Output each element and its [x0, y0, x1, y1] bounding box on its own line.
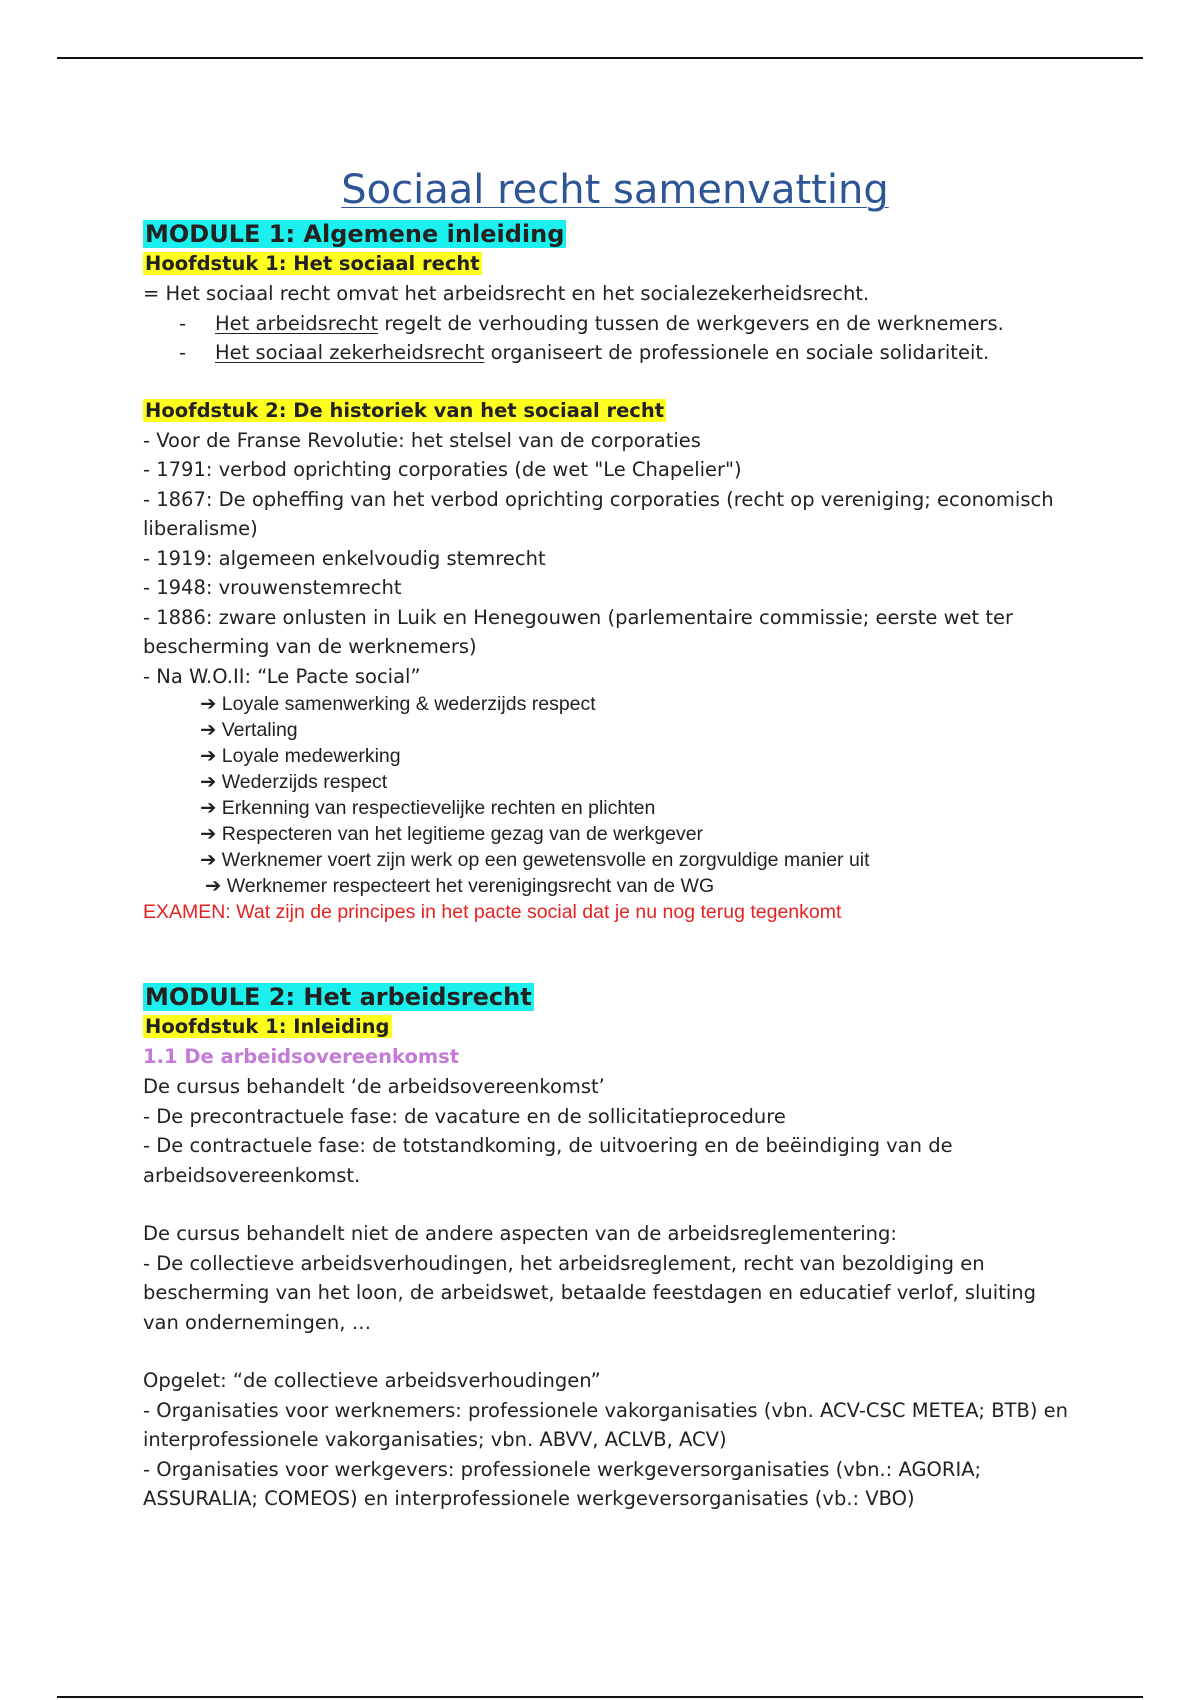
module-1-chapter-2-heading [143, 396, 1073, 426]
module-2-chapter-1-heading-text: Hoofdstuk 1: Inleiding [145, 1015, 390, 1038]
module-1-chapter-1-heading-text: Hoofdstuk 1: Het sociaal recht [145, 252, 480, 275]
principle-item: ➔ Werknemer respecteert het verenigingsrecht van de WG [205, 875, 715, 897]
paragraph-line: De cursus behandelt niet de andere aspecten van de arbeidsreglementering: [143, 1222, 897, 1245]
module-2-chapter-1-heading [143, 1012, 1073, 1042]
top-rule [57, 57, 1143, 59]
bullet-item: - Het sociaal zekerheidsrecht organiseert de professionele en sociale solidariteit. [179, 340, 990, 364]
paragraph-line: - De contractuele fase: de totstandkoming, de uitvoering en de beëindiging van de arbeidsovereenkomst. [143, 1134, 953, 1187]
bullet-term: Het arbeidsrecht [215, 311, 379, 335]
exam-question: EXAMEN: Wat zijn de principes in het pacte social dat je nu nog terug tegenkomt [143, 901, 842, 923]
bullet-term: Het sociaal zekerheidsrecht [215, 340, 485, 364]
principle-item: ➔ Respecteren van het legitieme gezag van de werkgever [200, 823, 704, 845]
bullet-text: organiseert de professionele en sociale solidariteit. [484, 340, 990, 364]
paragraph-line: - De collectieve arbeidsverhoudingen, het arbeidsreglement, recht van bezoldiging en bescherming van het loon, de arbeidswet, betaalde feestdagen en educatief verlof, sluiting van ondernemingen, … [143, 1251, 1037, 1334]
principle-item: ➔ Werknemer voert zijn werk op een gewetensvolle en zorgvuldige manier uit [200, 849, 870, 871]
document-title: Sociaal recht samenvatting [341, 167, 889, 213]
bottom-rule [57, 1696, 1143, 1698]
bullet-item: - Het arbeidsrecht regelt de verhouding tussen de werkgevers en de werknemers. [179, 311, 1004, 335]
document-page [143, 165, 1073, 1514]
module-1-heading [143, 219, 1073, 249]
module-1-chapter-2-heading-text: Hoofdstuk 2: De historiek van het sociaal recht [145, 398, 665, 422]
principle-item: ➔ Vertaling [200, 719, 298, 741]
paragraph-line: - De precontractuele fase: de vacature en de sollicitatieprocedure [143, 1104, 786, 1128]
paragraph-line: Opgelet: “de collectieve arbeidsverhoudingen” [143, 1369, 601, 1392]
history-line: - 1867: De opheffing van het verbod oprichting corporaties (recht op vereniging; economisch liberalisme) [143, 487, 1054, 540]
module-1-chapter-1-heading [143, 249, 1073, 279]
principle-item: ➔ Wederzijds respect [200, 771, 388, 793]
history-line: - 1791: verbod oprichting corporaties (de wet "Le Chapelier") [143, 458, 742, 481]
paragraph-line: - Organisaties voor werkgevers: professionele werkgeversorganisaties (vbn.: AGORIA; ASSURALIA; COMEOS) en interprofessionele werkgeversorganisaties (vb.: VBO) [143, 1457, 982, 1510]
paragraph-line: De cursus behandelt ‘de arbeidsovereenkomst’ [143, 1075, 605, 1098]
history-line: - 1886: zware onlusten in Luik en Henegouwen (parlementaire commissie; eerste wet ter bescherming van de werknemers) [143, 605, 1014, 658]
history-line: - 1919: algemeen enkelvoudig stemrecht [143, 546, 546, 570]
principle-item: ➔ Erkenning van respectievelijke rechten en plichten [200, 797, 656, 819]
bullet-text: regelt de verhouding tussen de werkgevers en de werknemers. [378, 311, 1004, 335]
chapter-1-bullets [143, 309, 1073, 367]
history-line: - 1948: vrouwenstemrecht [143, 576, 402, 599]
section-1-1-heading: 1.1 De arbeidsovereenkomst [143, 1045, 460, 1068]
paragraph-line: - Organisaties voor werknemers: professionele vakorganisaties (vbn. ACV-CSC METEA; BTB) en interprofessionele vakorganisaties; vbn. ABVV, ACLVB, ACV) [143, 1398, 1069, 1451]
principle-item: ➔ Loyale samenwerking & wederzijds respect [200, 693, 596, 715]
module-1-heading-text: MODULE 1: Algemene inleiding [145, 220, 565, 248]
module-2-heading [143, 982, 1073, 1012]
history-line: - Na W.O.II: “Le Pacte social” [143, 664, 421, 688]
chapter-1-intro: = Het sociaal recht omvat het arbeidsrecht en het socialezekerheidsrecht. [143, 282, 870, 305]
pacte-social-principles [143, 691, 1073, 899]
history-line: - Voor de Franse Revolutie: het stelsel van de corporaties [143, 428, 701, 452]
module-2-heading-text: MODULE 2: Het arbeidsrecht [145, 983, 532, 1011]
principle-item: ➔ Loyale medewerking [200, 745, 401, 767]
